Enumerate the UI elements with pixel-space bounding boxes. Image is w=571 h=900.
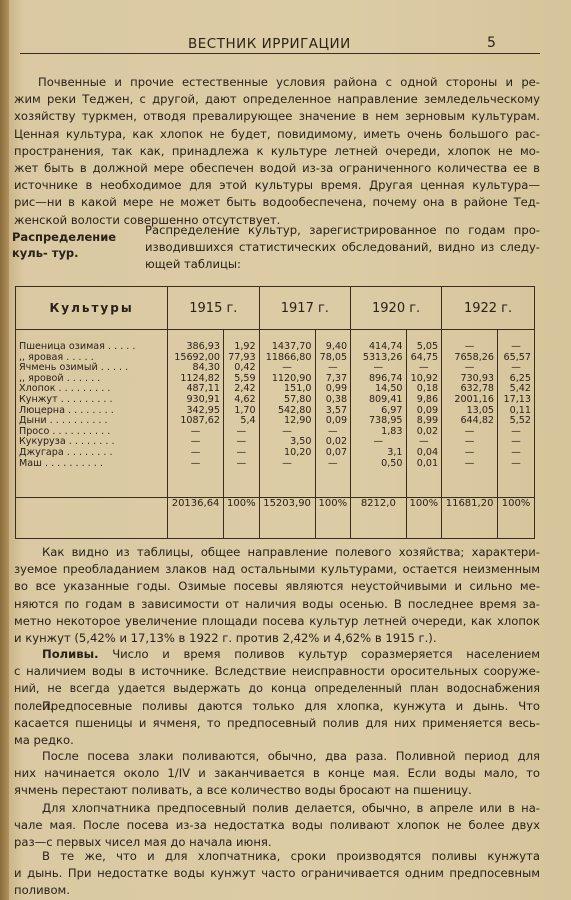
text-line: Для хлопчатника предпосевный полив делается, обычно, в апреле или в на- xyxy=(42,801,540,815)
crop-distribution-table xyxy=(15,286,535,539)
table-cell: 1124,82 xyxy=(180,372,221,384)
table-cell: 896,74 xyxy=(368,372,403,384)
total-value: 8212,0 xyxy=(351,498,406,539)
table-cell: — xyxy=(282,457,292,469)
text-line: метно некоторое увеличение площади посева культур летней очереди, как хлопок xyxy=(14,613,540,628)
table-cell: — xyxy=(511,457,521,469)
table-cell: 65,57 xyxy=(503,351,531,363)
table-cell: Дыни . . . . . . . . . . xyxy=(19,415,108,427)
running-header xyxy=(0,33,571,55)
table-cell: Кунжут . . . . . . . . . xyxy=(19,393,113,405)
total-percent: 100% xyxy=(315,498,351,539)
values-1915 xyxy=(171,342,220,469)
text-line: Как видно из таблицы, общее направление полевого хозяйства; характери- xyxy=(42,545,540,559)
table-cell: 1437,70 xyxy=(271,341,312,352)
table-cell: 809,41 xyxy=(368,393,403,405)
table-cell: — xyxy=(464,446,475,458)
book-binding xyxy=(0,0,9,900)
total-percent: 100% xyxy=(406,498,442,539)
text-line: Предпосевные поливы даются только для хлопка, кунжута и дынь. Что xyxy=(42,699,540,713)
table-cell: 342,95 xyxy=(186,404,221,416)
table-cell: 1087,62 xyxy=(180,415,221,427)
column-header: 1917 г. xyxy=(259,287,351,330)
paragraph-7 xyxy=(14,848,540,900)
table-cell: 487,11 xyxy=(186,383,221,395)
table-cell: 0,11 xyxy=(509,404,531,416)
table-cell: 5,05 xyxy=(416,341,439,352)
percent-1920 xyxy=(410,342,439,469)
column-header: 1920 г. xyxy=(351,287,442,330)
table-cell: 84,30 xyxy=(192,362,221,374)
percent-1922 xyxy=(501,342,531,469)
table-cell: — xyxy=(236,436,247,448)
paragraph-4 xyxy=(14,698,540,750)
table-cell: — xyxy=(190,436,201,448)
table-cell: 0,04 xyxy=(416,446,439,458)
table-cell: 0,50 xyxy=(381,457,403,469)
text-line: жет быть в должной мере обеспечен водой из-за ограниченного количества ее в xyxy=(14,161,540,176)
table-cell: 386,93 xyxy=(186,341,221,352)
table-cell: Люцерна . . . . . . . . xyxy=(19,404,114,416)
total-value: 20136,64 xyxy=(168,498,224,539)
text-line: жим реки Теджен, с другой, дают определенное направление земледельческому xyxy=(14,92,540,107)
table-cell: 10,92 xyxy=(410,372,439,384)
table-cell: 0,07 xyxy=(325,446,348,458)
text-line: поливом. xyxy=(14,883,70,898)
total-percent: 100% xyxy=(224,498,260,539)
table-cell: 414,74 xyxy=(368,341,403,352)
value-cell xyxy=(168,330,224,498)
table-cell: Кукуруза . . . . . . . . xyxy=(19,436,115,448)
text-line: ний, не всегда удается выдержать до конца определенный план водоснабжения полей. xyxy=(14,682,540,713)
text-line: чале мая. После посева из-за недостатка воды поливают хлопок не более двух xyxy=(14,818,540,833)
table-cell: — xyxy=(282,362,292,374)
table-cell: — xyxy=(282,425,292,437)
value-cell xyxy=(224,330,260,498)
table-cell: 5313,26 xyxy=(362,351,403,363)
table-cell: — xyxy=(373,436,384,448)
value-cell xyxy=(442,330,498,498)
journal-title: ВЕСТНИК ИРРИГАЦИИ xyxy=(188,36,351,52)
table-cell: — xyxy=(511,341,521,352)
table-cell: 11866,80 xyxy=(265,351,312,363)
table-cell: 0,02 xyxy=(416,425,439,437)
table-cell: — xyxy=(236,457,247,469)
text-line: няются по годам в зависимости от наличия воды осенью. В последнее время за- xyxy=(14,596,540,611)
table-cell: 2,42 xyxy=(234,383,256,395)
text-line: с наличием воды в источнике. Вследствие неисправности оросительных сооруже- xyxy=(14,664,540,679)
table-cell: — xyxy=(419,436,429,448)
text-line: раз—с первых чисел мая до начала июня. xyxy=(14,835,272,850)
text-line: зуемое преобладанием злаков над остальными культурами, остается неизменным xyxy=(14,562,540,577)
table-cell: — xyxy=(190,457,201,469)
text-line: хозяйству туркмен, отводя превалирующее значение в нем зерновым культурам. xyxy=(14,109,540,124)
table-cell: 542,80 xyxy=(277,404,312,416)
table-cell: 6,25 xyxy=(509,372,531,384)
table-cell: 4,62 xyxy=(234,393,256,405)
header-rule xyxy=(20,53,540,54)
table-cell: 5,4 xyxy=(240,415,256,427)
column-header: 1922 г. xyxy=(442,287,535,330)
table-cell: 0,09 xyxy=(416,404,439,416)
table-cell: 1,92 xyxy=(234,341,256,352)
section-text: Распределение культур, зарегистрированное по годам про- изводившихся статистических обследований, видно из следу- ющей таблицы: xyxy=(145,223,540,271)
text-line: касается пшеницы и ячменя, то предпосевный полив для них применяется весь- xyxy=(14,716,540,731)
table-cell: 9,40 xyxy=(325,341,348,352)
text-line: женской волости совершенно отсутствует. xyxy=(14,212,281,227)
text-line: ячмень перестают поливать, а все количество воды бросают на пшеницу. xyxy=(14,783,472,798)
table-cell: 0,18 xyxy=(416,383,439,395)
table-cell: 17,13 xyxy=(503,393,531,405)
table-cell: 78,05 xyxy=(319,351,348,363)
table-cell: 5,59 xyxy=(234,372,256,384)
table-cell: ,, яровая . . . . . xyxy=(19,351,94,363)
table-cell: — xyxy=(464,341,475,352)
table-cell: Просо . . . . . . . . . . xyxy=(19,425,111,437)
table-cell: 632,78 xyxy=(460,383,495,395)
table-cell: Хлопок . . . . . . . . . xyxy=(19,383,111,395)
table-cell: 738,95 xyxy=(368,415,403,427)
table-cell: 0,01 xyxy=(416,457,439,469)
table-cell: — xyxy=(373,362,384,374)
table-cell: 1120,90 xyxy=(271,372,312,384)
table-cell: 64,75 xyxy=(410,351,439,363)
table-cell: 1,70 xyxy=(234,404,256,416)
table-cell: 15692,00 xyxy=(174,351,221,363)
value-cell xyxy=(315,330,351,498)
values-1917 xyxy=(263,342,312,469)
text-line: Ценная культура, как хлопок не будет, повидимому, иметь очень большого рас- xyxy=(14,126,540,141)
table-cell: 930,91 xyxy=(186,393,221,405)
table-cell: 0,38 xyxy=(325,393,348,405)
table-cell: 10,20 xyxy=(284,446,312,458)
values-1922 xyxy=(445,342,494,469)
total-value: 11681,20 xyxy=(442,498,498,539)
table-cell: — xyxy=(190,446,201,458)
value-cell xyxy=(406,330,442,498)
percent-1917 xyxy=(319,342,348,469)
table-cell: — xyxy=(464,362,475,374)
table-cell: — xyxy=(511,436,521,448)
table-cell: — xyxy=(328,362,338,374)
table-cell: — xyxy=(328,457,338,469)
column-header: 1915 г. xyxy=(168,287,260,330)
paragraph-1 xyxy=(14,74,540,229)
table-cell: 3,57 xyxy=(325,404,348,416)
table-cell: — xyxy=(464,436,475,448)
table-cell: 2001,16 xyxy=(454,393,495,405)
totals-label-cell xyxy=(16,498,168,539)
table-header-row xyxy=(16,287,535,330)
table-cell: 8,99 xyxy=(416,415,439,427)
text-line: источнике в необходимое для этой культуры время. Другая ценная культура— xyxy=(14,178,540,193)
table-cell: — xyxy=(236,425,247,437)
value-cell xyxy=(351,330,406,498)
text-fragment: Число и время поливов культур соразмеряется населением xyxy=(112,647,540,661)
value-cell xyxy=(259,330,315,498)
crop-list xyxy=(19,342,164,469)
table-cell: 77,93 xyxy=(228,351,256,363)
table-cell: — xyxy=(236,446,247,458)
table-cell: 3,50 xyxy=(290,436,312,448)
table-cell: Пшеница озимая . . . . . xyxy=(19,341,136,352)
table-cell: Джугара . . . . . . . . xyxy=(19,446,113,458)
text-line: пространения, так как, принадлежа к культуре летней очереди, хлопок не мо- xyxy=(14,143,540,158)
text-line: После посева злаки поливаются, обычно, два раза. Поливной период для xyxy=(42,749,540,763)
table-cell: 0,02 xyxy=(325,436,348,448)
table-cell: 151,0 xyxy=(284,383,312,395)
total-percent: 100% xyxy=(498,498,535,539)
table-body-row xyxy=(16,330,535,498)
text-line: и кунжут (5,42% и 17,13% в 1922 г. против 2,42% и 4,62% в 1915 г.). xyxy=(14,631,437,646)
table-cell: — xyxy=(328,425,338,437)
paragraph-2 xyxy=(14,544,540,647)
totals-row xyxy=(16,498,535,539)
text-line: В те же, что и для хлопчатника, сроки производятся поливы кунжута xyxy=(42,849,540,863)
table-cell: — xyxy=(511,446,521,458)
text-line: во все указанные годы. Озимые посевы являются неустойчивыми и сильно ме- xyxy=(14,579,540,594)
text-line: рис—ни в какой мере не может быть водообеспечена, почему она в районе Тед- xyxy=(14,195,540,210)
table-cell: 5,42 xyxy=(509,383,531,395)
table-cell: 7,37 xyxy=(325,372,348,384)
table-cell: ,, яровой . . . . . . xyxy=(19,372,101,384)
crop-names-cell xyxy=(16,330,168,498)
paragraph-6 xyxy=(14,800,540,852)
table-cell: 6,97 xyxy=(381,404,403,416)
table-cell: Ячмень озимый . . . . . xyxy=(19,362,129,374)
page-number: 5 xyxy=(487,35,496,51)
table-cell: — xyxy=(511,362,521,374)
text-line xyxy=(14,646,540,663)
table-cell: 0,99 xyxy=(325,383,348,395)
table-cell: 13,05 xyxy=(466,404,495,416)
table-cell: 730,93 xyxy=(460,372,495,384)
table-cell: 0,09 xyxy=(325,415,348,427)
table-cell: 3,1 xyxy=(387,446,403,458)
value-cell xyxy=(498,330,535,498)
table-cell: 12,90 xyxy=(284,415,312,427)
table-cell: 1,83 xyxy=(381,425,403,437)
text-line: них начинается около 1/IV и заканчивается в конце мая. Если воды мало, то xyxy=(14,766,540,781)
table-cell: — xyxy=(464,425,475,437)
values-1920 xyxy=(354,342,402,469)
table-cell: 5,52 xyxy=(509,415,531,427)
table-cell: 0,42 xyxy=(234,362,256,374)
table-cell: 7658,26 xyxy=(454,351,495,363)
paragraph-5 xyxy=(14,748,540,800)
table-cell: 9,86 xyxy=(416,393,439,405)
table-cell: — xyxy=(464,457,475,469)
percent-1915 xyxy=(227,342,256,469)
table-cell: 644,82 xyxy=(460,415,495,427)
side-heading: Распределение куль- тур. xyxy=(12,230,117,260)
table-cell: 14,50 xyxy=(375,383,403,395)
text-line: ма редко. xyxy=(14,733,74,748)
table-cell: 57,80 xyxy=(284,393,312,405)
text-line: Почвенные и прочие естественные условия района с одной стороны и ре- xyxy=(38,75,540,89)
text-line: и дынь. При недостатке воды кунжут часто ограничивается одним предпосевным xyxy=(14,866,540,881)
section-heading-inline: Поливы. xyxy=(42,647,99,661)
table-cell: Маш . . . . . . . . . . xyxy=(19,457,103,469)
total-value: 15203,90 xyxy=(259,498,315,539)
table-cell: — xyxy=(190,425,201,437)
table-cell: — xyxy=(511,425,521,437)
column-header: Культуры xyxy=(16,287,168,330)
table-cell: — xyxy=(419,362,429,374)
